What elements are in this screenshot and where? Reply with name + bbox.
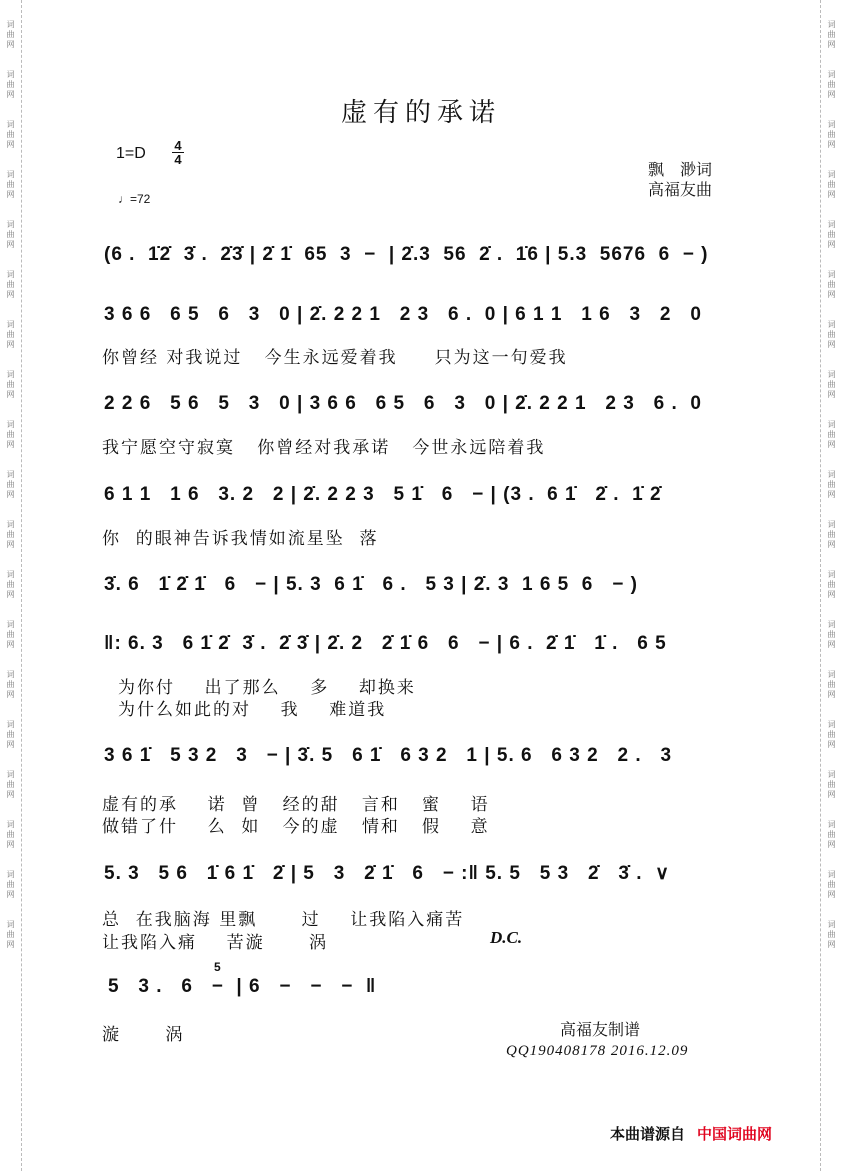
watermark-char: 网: [827, 890, 836, 899]
lyric-line-3: 我宁愿空守寂寞 你曾经对我承诺 今世永远陪着我: [102, 438, 546, 458]
watermark-char: 曲: [827, 230, 836, 239]
watermark-unit: [0, 370, 21, 400]
watermark-char: 网: [6, 140, 15, 149]
dc-mark: D.C.: [490, 928, 523, 947]
watermark-unit: [0, 20, 21, 50]
watermark-char: 曲: [827, 730, 836, 739]
watermark-char: 曲: [827, 930, 836, 939]
watermark-char: 网: [827, 190, 836, 199]
watermark-char: 词: [827, 470, 836, 479]
notation-line-5: 3̇. 6 1̇ 2̇ 1̇ 6 − | 5. 3 6 1̇ 6 . 5 3 | 2̇. 3 1 6 5 6 − ): [104, 574, 638, 595]
footer: [610, 1123, 772, 1144]
watermark-char: 网: [6, 540, 15, 549]
notation-line-4: 6 1 1 1 6 3. 2 2 | 2̇. 2 2 3 5 1̇ 6 − | (3 . 6 1̇ 2̇ . 1̇ 2̇: [104, 484, 662, 505]
watermark-char: 网: [827, 940, 836, 949]
watermark-char: 网: [827, 340, 836, 349]
watermark-char: 词: [6, 870, 15, 879]
lyric-line-8b: 让我陷入痛 苦漩 涡: [102, 933, 329, 953]
watermark-unit: [0, 570, 21, 600]
watermark-char: 网: [6, 440, 15, 449]
notation-line-3: 2 2 6 5 6 5 3 0 | 3 6 6 6 5 6 3 0 | 2̇. 2 2 1 2 3 6 . 0: [104, 393, 702, 414]
watermark-char: 网: [827, 590, 836, 599]
watermark-char: 词: [827, 120, 836, 129]
watermark-char: 词: [827, 420, 836, 429]
watermark-char: 网: [6, 840, 15, 849]
time-signature: [172, 139, 184, 166]
watermark-char: 曲: [6, 230, 15, 239]
watermark-char: 词: [827, 320, 836, 329]
notation-line-7: 3 6 1̇ 5 3 2 3 − | 3̇. 5 6 1̇ 6 3 2 1 | 5. 6 6 3 2 2 . 3: [104, 745, 673, 766]
credits: [648, 160, 712, 200]
watermark-char: 词: [827, 570, 836, 579]
watermark-char: 词: [6, 120, 15, 129]
watermark-char: 曲: [827, 330, 836, 339]
watermark-char: 曲: [827, 80, 836, 89]
footer-source: 本曲谱源自: [610, 1125, 686, 1143]
watermark-char: 曲: [6, 730, 15, 739]
lyricist: 飘 渺词: [648, 160, 713, 179]
watermark-unit: [821, 220, 842, 250]
watermark-char: 曲: [827, 430, 836, 439]
time-sig-top: 4: [174, 138, 182, 153]
watermark-char: 曲: [827, 530, 836, 539]
watermark-char: 网: [6, 590, 15, 599]
watermark-char: 词: [827, 370, 836, 379]
watermark-char: 曲: [6, 130, 15, 139]
watermark-char: 网: [6, 940, 15, 949]
watermark-char: 词: [6, 920, 15, 929]
watermark-char: 网: [6, 40, 15, 49]
watermark-unit: [0, 520, 21, 550]
watermark-char: 曲: [6, 580, 15, 589]
watermark-char: 曲: [827, 680, 836, 689]
watermark-unit: [821, 520, 842, 550]
lyric-line-7b: 做错了什 么 如 今的虚 情和 假 意: [102, 817, 490, 837]
watermark-char: 词: [827, 820, 836, 829]
watermark-char: 网: [6, 190, 15, 199]
watermark-char: 网: [827, 290, 836, 299]
lyric-line-6a: 为你付 出了那么 多 却换来: [118, 678, 416, 698]
watermark-char: 词: [6, 770, 15, 779]
watermark-char: 网: [6, 740, 15, 749]
watermark-char: 网: [6, 490, 15, 499]
watermark-char: 词: [827, 620, 836, 629]
watermark-char: 曲: [827, 630, 836, 639]
watermark-char: 曲: [827, 130, 836, 139]
watermark-char: 网: [6, 390, 15, 399]
watermark-unit: [0, 770, 21, 800]
watermark-char: 网: [827, 40, 836, 49]
lyric-line-4: 你 的眼神告诉我情如流星坠 落: [102, 529, 379, 549]
watermark-char: 词: [827, 520, 836, 529]
watermark-char: 词: [827, 220, 836, 229]
watermark-unit: [821, 920, 842, 950]
watermark-char: 网: [6, 290, 15, 299]
watermark-right: [820, 0, 842, 1171]
song-title: 虚有的承诺: [340, 98, 501, 128]
lyric-line-9: 漩 涡: [102, 1025, 185, 1045]
notation-line-6: ‖: 6. 3 6 1̇ 2̇ 3̇ . 2̇ 3̇ | 2̇. 2 2̇ 1̇ 6 6 − | 6 . 2̇ 1̇ 1̇ . 6 5: [104, 633, 667, 654]
watermark-char: 词: [6, 70, 15, 79]
watermark-char: 网: [827, 390, 836, 399]
score-maker: 高福友制谱: [560, 1020, 641, 1039]
watermark-unit: [821, 420, 842, 450]
watermark-char: 词: [827, 20, 836, 29]
watermark-char: 网: [827, 90, 836, 99]
watermark-char: 网: [827, 790, 836, 799]
watermark-char: 曲: [6, 830, 15, 839]
watermark-unit: [821, 320, 842, 350]
watermark-char: 曲: [6, 280, 15, 289]
watermark-char: 网: [827, 440, 836, 449]
watermark-char: 网: [827, 490, 836, 499]
watermark-unit: [821, 470, 842, 500]
watermark-unit: [0, 820, 21, 850]
watermark-char: 词: [6, 370, 15, 379]
watermark-char: 词: [6, 220, 15, 229]
watermark-unit: [0, 720, 21, 750]
watermark-char: 曲: [827, 380, 836, 389]
watermark-unit: [0, 920, 21, 950]
grace-note: 5: [214, 960, 222, 974]
watermark-unit: [0, 420, 21, 450]
watermark-char: 词: [6, 620, 15, 629]
watermark-char: 词: [6, 170, 15, 179]
watermark-unit: [821, 720, 842, 750]
watermark-char: 曲: [827, 180, 836, 189]
watermark-unit: [821, 620, 842, 650]
watermark-char: 词: [827, 70, 836, 79]
composer: 高福友曲: [648, 180, 713, 199]
watermark-char: 词: [6, 270, 15, 279]
notation-line-9: 5 3 . 6 − | 6 − − − ‖: [108, 976, 377, 997]
watermark-unit: [0, 170, 21, 200]
tempo-mark: ♩=72: [118, 192, 151, 206]
watermark-char: 曲: [6, 630, 15, 639]
watermark-char: 词: [6, 820, 15, 829]
watermark-char: 词: [6, 320, 15, 329]
watermark-unit: [821, 770, 842, 800]
key-signature: 1=D: [116, 145, 146, 162]
watermark-char: 词: [827, 920, 836, 929]
watermark-char: 网: [827, 690, 836, 699]
watermark-char: 曲: [6, 180, 15, 189]
watermark-unit: [821, 820, 842, 850]
watermark-unit: [821, 870, 842, 900]
notation-line-8: 5. 3 5 6 1̇ 6 1̇ 2̇ | 5 3 2̇ 1̇ 6 − :‖ 5. 5 5 3 2̇ 3̇ . ∨: [104, 863, 670, 884]
watermark-char: 词: [6, 720, 15, 729]
watermark-char: 网: [6, 240, 15, 249]
watermark-char: 词: [827, 670, 836, 679]
watermark-char: 曲: [6, 30, 15, 39]
watermark-char: 网: [827, 740, 836, 749]
watermark-char: 曲: [827, 30, 836, 39]
watermark-char: 网: [6, 690, 15, 699]
lyric-line-2: 你曾经 对我说过 今生永远爱着我 只为这一句爱我: [102, 348, 568, 368]
watermark-char: 曲: [827, 280, 836, 289]
watermark-char: 曲: [6, 530, 15, 539]
watermark-unit: [821, 270, 842, 300]
watermark-char: 词: [6, 520, 15, 529]
contact-info: QQ190408178 2016.12.09: [506, 1043, 689, 1059]
notation-line-1: (6 . 1̇2̇ 3̇ . 2̇3̇ | 2̇ 1̇ 65 3 − | 2̇.3 56 2̇ . 1̇6 | 5.3 5676 6 − ): [104, 244, 709, 265]
watermark-char: 词: [6, 570, 15, 579]
watermark-unit: [0, 470, 21, 500]
lyric-line-8a: 总 在我脑海 里飘 过 让我陷入痛苦: [102, 910, 465, 930]
watermark-char: 词: [827, 870, 836, 879]
watermark-unit: [821, 370, 842, 400]
watermark-char: 网: [6, 890, 15, 899]
watermark-char: 曲: [827, 580, 836, 589]
watermark-char: 曲: [827, 780, 836, 789]
watermark-char: 词: [827, 170, 836, 179]
watermark-char: 曲: [6, 80, 15, 89]
footer-brand: 中国词曲网: [697, 1125, 773, 1143]
watermark-char: 网: [6, 790, 15, 799]
watermark-char: 曲: [6, 880, 15, 889]
watermark-char: 网: [827, 140, 836, 149]
watermark-char: 词: [827, 270, 836, 279]
watermark-left: [0, 0, 22, 1171]
watermark-unit: [0, 270, 21, 300]
watermark-char: 网: [827, 240, 836, 249]
watermark-char: 曲: [827, 480, 836, 489]
watermark-char: 网: [6, 340, 15, 349]
watermark-char: 词: [6, 670, 15, 679]
watermark-unit: [0, 220, 21, 250]
watermark-unit: [0, 670, 21, 700]
watermark-unit: [0, 620, 21, 650]
watermark-char: 曲: [6, 930, 15, 939]
watermark-char: 曲: [6, 380, 15, 389]
watermark-char: 曲: [827, 830, 836, 839]
watermark-unit: [821, 670, 842, 700]
watermark-char: 词: [6, 470, 15, 479]
lyric-line-6b: 为什么如此的对 我 难道我: [118, 700, 387, 720]
watermark-char: 词: [6, 20, 15, 29]
watermark-char: 曲: [6, 430, 15, 439]
watermark-char: 曲: [6, 680, 15, 689]
watermark-char: 曲: [827, 880, 836, 889]
time-sig-bottom: 4: [172, 152, 184, 166]
watermark-char: 词: [827, 770, 836, 779]
watermark-char: 词: [827, 720, 836, 729]
watermark-unit: [0, 320, 21, 350]
watermark-char: 词: [6, 420, 15, 429]
watermark-unit: [821, 570, 842, 600]
watermark-char: 网: [827, 840, 836, 849]
watermark-char: 网: [6, 640, 15, 649]
notation-line-2: 3 6 6 6 5 6 3 0 | 2̇. 2 2 1 2 3 6 . 0 | 6 1 1 1 6 3 2 0: [104, 304, 702, 325]
lyric-line-7a: 虚有的承 诺 曾 经的甜 言和 蜜 语: [102, 795, 490, 815]
watermark-char: 网: [827, 540, 836, 549]
watermark-char: 曲: [6, 330, 15, 339]
watermark-unit: [821, 170, 842, 200]
watermark-unit: [0, 870, 21, 900]
watermark-unit: [821, 20, 842, 50]
watermark-char: 网: [6, 90, 15, 99]
watermark-char: 曲: [6, 480, 15, 489]
watermark-char: 曲: [6, 780, 15, 789]
watermark-char: 网: [827, 640, 836, 649]
